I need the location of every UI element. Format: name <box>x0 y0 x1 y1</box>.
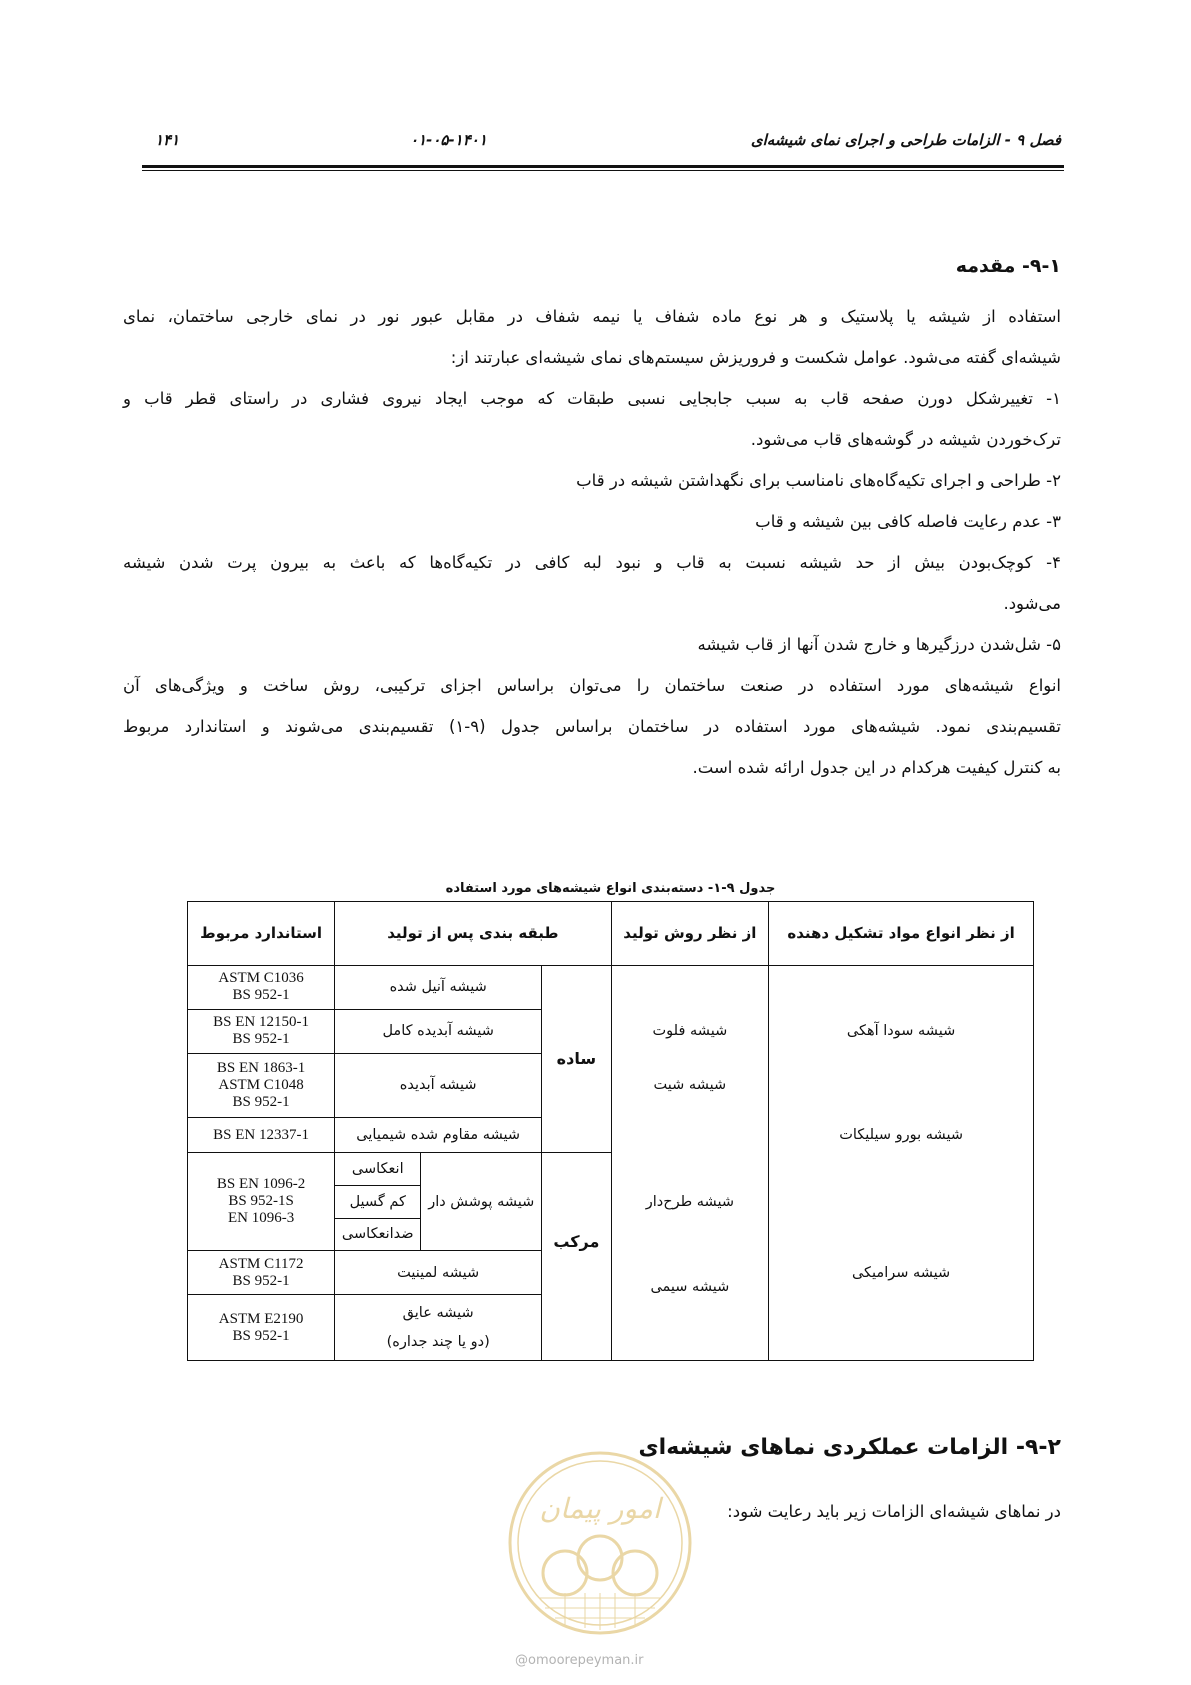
material-cell: شیشه بورو سیلیکات <box>769 1118 1034 1153</box>
standard-cell: ASTM C1036 BS 952-1 <box>188 965 335 1009</box>
header-rule-thick <box>142 165 1064 168</box>
intro-line: به کنترل کیفیت هرکدام در این جدول ارائه شده است. <box>692 758 1061 777</box>
intro-line: می‌شود. <box>1003 594 1061 613</box>
watermark-site: @omoorepeyman.ir <box>515 1653 644 1668</box>
material-cell <box>769 965 1034 1009</box>
intro-line: انواع شیشه‌های مورد استفاده در صنعت ساختمان را می‌توان براساس اجزای ترکیبی، روش ساخت و ویژگی‌های آن <box>123 676 1061 695</box>
running-header-title: فصل ۹ - الزامات طراحی و اجرای نمای شیشه‌ای <box>750 131 1061 149</box>
method-cell <box>611 1118 769 1153</box>
header-production-method: از نظر روش تولید <box>611 902 769 966</box>
glass-type: شیشه لمینیت <box>335 1251 542 1295</box>
glass-classification-table <box>187 901 1034 1361</box>
material-cell <box>769 1295 1034 1361</box>
method-cell: شیشه طرح‌دار <box>611 1152 769 1250</box>
method-cell <box>611 965 769 1009</box>
glass-type: شیشه آبدیده کامل <box>335 1009 542 1053</box>
section-heading-introduction: ۹-۱- مقدمه <box>955 255 1061 277</box>
header-classification: طبقه بندی پس از تولید <box>335 902 611 966</box>
intro-line: ۳- عدم رعایت فاصله کافی بین شیشه و قاب <box>755 512 1061 531</box>
material-cell: شیشه سرامیکی <box>769 1251 1034 1295</box>
standard-cell: BS EN 12150-1 BS 952-1 <box>188 1009 335 1053</box>
intro-line: ترک‌خوردن شیشه در گوشه‌های قاب می‌شود. <box>750 430 1061 449</box>
header-standard: استاندارد مربوط <box>188 902 335 966</box>
table-caption: جدول ۹-۱- دسته‌بندی انواع شیشه‌های مورد استفاده <box>445 881 776 896</box>
intro-line: ۵- شل‌شدن درزگیرها و خارج شدن آنها از قاب شیشه <box>697 635 1061 654</box>
group-cell <box>542 1251 611 1295</box>
watermark-logo-text: امور پیمان <box>539 1492 661 1525</box>
method-cell: شیشه شیت <box>611 1053 769 1118</box>
standard-cell: ASTM C1172 BS 952-1 <box>188 1251 335 1295</box>
intro-line: استفاده از شیشه یا پلاستیک و هر نوع ماده شفاف یا نیمه شفاف در مقابل عبور نور در نمای خارجی ساختمان، نمای <box>123 307 1061 326</box>
standard-cell: BS EN 1863-1 ASTM C1048 BS 952-1 <box>188 1053 335 1118</box>
section-heading-performance: ۹-۲- الزامات عملکردی نماهای شیشه‌ای <box>638 1435 1061 1460</box>
intro-line: ۱- تغییرشکل دورن صفحه قاب به سبب جابجایی نسبی طبقات که موجب ایجاد نیروی فشاری در راستای قطر قاب و <box>123 389 1061 408</box>
intro-body <box>123 296 1061 788</box>
method-cell: شیشه سیمی <box>611 1251 769 1295</box>
watermark-logo <box>505 1448 695 1638</box>
method-cell <box>611 1295 769 1361</box>
standard-cell: ASTM E2190 BS 952-1 <box>188 1295 335 1361</box>
glass-type: شیشه آبدیده <box>335 1053 542 1118</box>
group-composite: مرکب <box>542 1152 611 1250</box>
material-cell <box>769 1053 1034 1118</box>
coated-subtype: انعکاسی <box>335 1152 421 1185</box>
header-material: از نظر انواع مواد تشکیل دهنده <box>769 902 1034 966</box>
standard-cell: BS EN 12337-1 <box>188 1118 335 1153</box>
running-header-date: ۰۱-۰۵-۱۴۰۱ <box>410 131 487 149</box>
performance-text: در نماهای شیشه‌ای الزامات زیر باید رعایت شود: <box>727 1502 1061 1521</box>
material-cell <box>769 1152 1034 1250</box>
group-simple: ساده <box>542 965 611 1152</box>
header-rule-thin <box>142 170 1064 171</box>
intro-line: ۲- طراحی و اجرای تکیه‌گاه‌های نامناسب برای نگهداشتن شیشه در قاب <box>576 471 1061 490</box>
glass-type: شیشه مقاوم شده شیمیایی <box>335 1118 542 1153</box>
coated-subtype: کم گسیل <box>335 1185 421 1218</box>
intro-line: ۴- کوچک‌بودن بیش از حد شیشه نسبت به قاب و نبود لبه کافی در تکیه‌گاه‌ها که باعث به بیرون پرت شدن شیشه <box>123 553 1061 572</box>
group-cell <box>542 1295 611 1361</box>
glass-type: شیشه آنیل شده <box>335 965 542 1009</box>
coated-subtype: ضدانعکاسی <box>335 1218 421 1251</box>
intro-line: تقسیم‌بندی نمود. شیشه‌های مورد استفاده در ساختمان براساس جدول (۹-۱) تقسیم‌بندی می‌شوند و استاندارد مربوط <box>123 717 1061 736</box>
glass-type: شیشه عایق (دو یا چند جداره) <box>335 1295 542 1361</box>
page-number: ۱۴۱ <box>155 131 180 149</box>
intro-line: شیشه‌ای گفته می‌شود. عوامل شکست و فروریزش سیستم‌های نمای شیشه‌ای عبارتند از: <box>450 348 1061 367</box>
material-cell: شیشه سودا آهکی <box>769 1009 1034 1053</box>
standard-cell: BS EN 1096-2 BS 952-1S EN 1096-3 <box>188 1152 335 1250</box>
glass-type-coated: شیشه پوشش دار <box>421 1152 542 1250</box>
method-cell: شیشه فلوت <box>611 1009 769 1053</box>
